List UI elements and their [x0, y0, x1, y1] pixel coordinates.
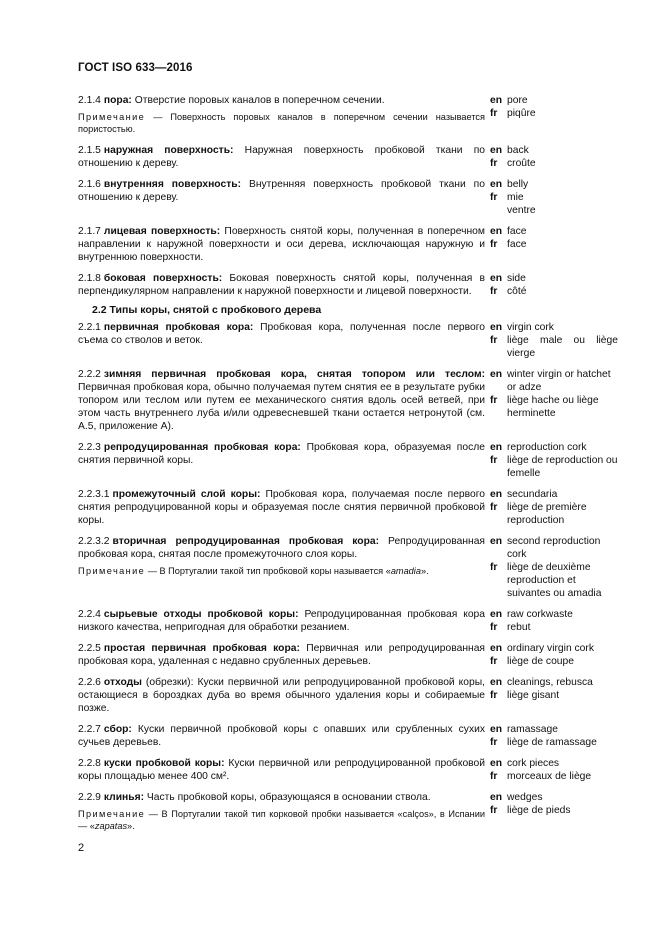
- language-labels: [485, 642, 507, 668]
- language-labels: [485, 94, 507, 135]
- lang-fr: fr: [490, 656, 498, 667]
- entry-definition-text: Наружная поверхность пробковой ткани по отношению к дереву.: [78, 145, 485, 169]
- lang-en: en: [490, 677, 503, 688]
- lang-fr: fr: [490, 771, 498, 782]
- entry-definition-text: Первичная пробковая кора, обычно получаемая путем снятия ее в результате рубки топором или теслом или путем ее механического снятия вдоль осей ветвей, при этом часть внутреннего луба и/или одревесневшей ткани остается нетронутой (см. А.5, приложение А).: [78, 382, 485, 432]
- page-number: 2: [78, 842, 85, 854]
- language-labels: [485, 791, 507, 832]
- entry-definition-text: Часть пробковой коры, образующаяся в основании ствола.: [144, 792, 431, 803]
- language-labels: [485, 178, 507, 217]
- entry-number: 2.2.3.1: [78, 489, 110, 500]
- lang-fr: fr: [490, 395, 498, 406]
- term-en: second reproduction cork: [507, 536, 601, 560]
- lang-fr: fr: [490, 805, 498, 816]
- lang-fr: fr: [490, 335, 498, 346]
- note-term: zapatas: [94, 821, 128, 831]
- term-entry: [78, 488, 618, 527]
- entry-definition: [78, 723, 485, 749]
- term-fr: liège hache ou liège herminette: [507, 395, 599, 419]
- lang-spacer: [490, 548, 507, 561]
- equivalent-terms: [507, 225, 618, 264]
- term-entry: [78, 321, 618, 360]
- entry-term: внутренняя поверхность:: [103, 179, 241, 190]
- lang-en: en: [490, 792, 503, 803]
- language-labels: [485, 321, 507, 360]
- entry-term: зимняя первичная пробковая кора, снятая топором или теслом:: [103, 369, 485, 380]
- lang-fr: fr: [490, 158, 498, 169]
- note-label: Примечание: [78, 809, 146, 819]
- entry-note: [78, 565, 485, 577]
- note-label: Примечание: [78, 566, 146, 576]
- term-fr: morceaux de liège: [507, 771, 592, 782]
- entry-number: 2.2.8: [78, 758, 101, 769]
- entry-number: 2.2.1: [78, 322, 101, 333]
- entry-definition-text: Первичная или репродуцированная пробковая кора, удаленная с недавно срубленных деревьев.: [78, 643, 485, 667]
- entry-definition-text: Пробковая кора, получаемая после первого снятия репродуцированной коры и образуемая после снятия первичной пробковой коры.: [78, 489, 485, 526]
- note-text: — В Португалии такой тип пробковой коры называется «: [145, 566, 391, 576]
- lang-en: en: [490, 758, 503, 769]
- term-en: raw corkwaste: [507, 609, 573, 620]
- term-entry: [78, 676, 618, 715]
- lang-fr: fr: [490, 455, 498, 466]
- lang-fr: fr: [490, 286, 498, 297]
- term-en: face: [507, 226, 527, 237]
- term-entry: [78, 535, 618, 600]
- term-entry: [78, 225, 618, 264]
- term-fr: liège de reproduction ou femelle: [507, 455, 618, 479]
- equivalent-terms: [507, 642, 618, 668]
- term-en: back: [507, 145, 529, 156]
- term-en: pore: [507, 95, 528, 106]
- entry-note: [78, 808, 485, 832]
- term-en: cork pieces: [507, 758, 560, 769]
- lang-en: en: [490, 536, 503, 547]
- entry-number: 2.2.5: [78, 643, 101, 654]
- entry-definition-text: Репродуцированная пробковая кора низкого качества, непригодная для обработки резанием.: [78, 609, 485, 633]
- term-en: wedges: [507, 792, 543, 803]
- lang-en: en: [490, 609, 503, 620]
- language-labels: [485, 441, 507, 480]
- entry-definition-text: Пробковая кора, полученная после первого съема со стволов и веток.: [78, 322, 485, 346]
- lang-en: en: [490, 322, 503, 333]
- note-text: — Поверхность поровых каналов в поперечном сечении называется пористостью.: [78, 112, 485, 134]
- entry-definition: [78, 178, 485, 217]
- equivalent-terms: [507, 94, 618, 135]
- entry-number: 2.2.9: [78, 792, 101, 803]
- lang-en: en: [490, 489, 503, 500]
- entry-term: пора:: [103, 95, 132, 106]
- note-text-end: ».: [420, 566, 429, 576]
- equivalent-terms: [507, 791, 618, 832]
- entry-number: 2.1.7: [78, 226, 101, 237]
- term-fr: liège de ramassage: [507, 737, 597, 748]
- section-heading: 2.2 Типы коры, снятой с пробкового дерева: [92, 304, 322, 316]
- equivalent-terms: [507, 368, 618, 433]
- entry-definition: [78, 441, 485, 480]
- equivalent-terms: [507, 723, 618, 749]
- entry-note: [78, 111, 485, 135]
- entry-definition: [78, 676, 485, 715]
- entry-number: 2.1.6: [78, 179, 101, 190]
- entry-term: отходы: [103, 677, 142, 688]
- term-en: reproduction cork: [507, 442, 587, 453]
- term-entry: [78, 368, 618, 433]
- equivalent-terms: [507, 441, 618, 480]
- language-labels: [485, 723, 507, 749]
- entry-number: 2.1.4: [78, 95, 101, 106]
- term-en: winter virgin or hatchet or adze: [507, 369, 611, 393]
- entry-term: простая первичная пробковая кора:: [103, 643, 300, 654]
- entry-term: лицевая поверхность:: [103, 226, 221, 237]
- lang-fr: fr: [490, 192, 498, 203]
- term-entry: [78, 441, 618, 480]
- entry-number: 2.2.2: [78, 369, 101, 380]
- entry-number: 2.2.6: [78, 677, 101, 688]
- language-labels: [485, 272, 507, 298]
- entry-term: первичная пробковая кора:: [103, 322, 254, 333]
- language-labels: [485, 144, 507, 170]
- entry-definition: [78, 144, 485, 170]
- entry-term: наружная поверхность:: [103, 145, 234, 156]
- language-labels: [485, 608, 507, 634]
- entry-number: 2.1.5: [78, 145, 101, 156]
- term-fr: liège gisant: [507, 690, 560, 701]
- term-fr: liège de pieds: [507, 805, 571, 816]
- term-fr: liège de coupe: [507, 656, 574, 667]
- term-fr: liège de première reproduction: [507, 502, 587, 526]
- term-entry: [78, 642, 618, 668]
- entry-definition-text: Куски первичной пробковой коры с опавших или срубленных сухих сучьев деревьев.: [78, 724, 485, 748]
- lang-en: en: [490, 95, 503, 106]
- entry-term: репродуцированная пробковая кора:: [103, 442, 301, 453]
- entry-definition-text: (обрезки): Куски первичной или репродуцированной пробковой коры, остающиеся в бороздках дуба во время обычного удаления коры и собираемые позже.: [78, 677, 485, 714]
- lang-en: en: [490, 179, 503, 190]
- lang-fr: fr: [490, 239, 498, 250]
- entry-definition: [78, 225, 485, 264]
- equivalent-terms: [507, 144, 618, 170]
- lang-en: en: [490, 145, 503, 156]
- equivalent-terms: [507, 757, 618, 783]
- lang-en: en: [490, 643, 503, 654]
- document-body: [78, 94, 618, 832]
- term-fr: face: [507, 239, 527, 250]
- entry-definition: [78, 757, 485, 783]
- term-entry: [78, 178, 618, 217]
- term-fr: croûte: [507, 158, 536, 169]
- term-en: secundaria: [507, 489, 558, 500]
- term-fr: liège de deuxième reproduction et suivantes ou amadia: [507, 562, 602, 599]
- term-entry: [78, 791, 618, 832]
- term-fr: mie: [507, 192, 524, 203]
- term-en: ordinary virgin cork: [507, 643, 594, 654]
- equivalent-terms: [507, 535, 618, 600]
- equivalent-terms: [507, 272, 618, 298]
- lang-en: en: [490, 226, 503, 237]
- entry-definition: [78, 608, 485, 634]
- term-entry: [78, 608, 618, 634]
- term-entry: [78, 272, 618, 298]
- entry-term: сырьевые отходы пробковой коры:: [103, 609, 299, 620]
- language-labels: [485, 757, 507, 783]
- lang-fr: fr: [490, 502, 498, 513]
- term-en: side: [507, 273, 526, 284]
- entry-number: 2.2.3: [78, 442, 101, 453]
- term-fr: côté: [507, 286, 527, 297]
- lang-spacer: [490, 381, 507, 394]
- entry-number: 2.2.4: [78, 609, 101, 620]
- lang-fr: fr: [490, 737, 498, 748]
- entry-definition-text: Куски первичной или репродуцированной пробковой коры площадью менее 400 см².: [78, 758, 486, 782]
- equivalent-terms: [507, 608, 618, 634]
- entry-definition: [78, 94, 485, 135]
- term-fr: rebut: [507, 622, 531, 633]
- entry-definition-text: Внутренняя поверхность пробковой ткани по отношению к дереву.: [78, 179, 485, 203]
- language-labels: [485, 488, 507, 527]
- equivalent-terms: [507, 488, 618, 527]
- entry-definition: [78, 272, 485, 298]
- lang-fr: fr: [490, 622, 498, 633]
- language-labels: [485, 676, 507, 715]
- entry-definition-text: Репродуцированная пробковая кора, снятая после промежуточного слоя коры.: [78, 536, 486, 560]
- term-en: virgin cork: [507, 322, 554, 333]
- equivalent-terms: [507, 178, 618, 217]
- entry-definition: [78, 535, 485, 600]
- entry-definition: [78, 791, 485, 832]
- term-en: belly: [507, 179, 529, 190]
- entry-definition: [78, 368, 485, 433]
- lang-en: en: [490, 442, 503, 453]
- lang-en: en: [490, 273, 503, 284]
- term-entry: [78, 723, 618, 749]
- term-fr-alt: ventre: [507, 205, 536, 216]
- entry-definition-text: Боковая поверхность снятой коры, полученная в перпендикулярном направлении к наружной поверхности и лицевой поверхности.: [78, 273, 486, 297]
- note-term: amadia: [390, 566, 421, 576]
- lang-en: en: [490, 724, 503, 735]
- term-entry: [78, 144, 618, 170]
- note-text: — В Португалии такой тип корковой пробки называется «calços», в Испании — «: [78, 809, 485, 831]
- entry-definition-text: Отверстие поровых каналов в поперечном сечении.: [131, 95, 385, 106]
- entry-definition: [78, 642, 485, 668]
- entry-definition-text: Пробковая кора, образуемая после снятия первичной коры.: [78, 442, 485, 466]
- note-text-end: ».: [127, 821, 135, 831]
- entry-term: куски пробковой коры:: [103, 758, 225, 769]
- language-labels: [485, 535, 507, 600]
- lang-en: en: [490, 369, 503, 380]
- document-header: ГОСТ ISO 633—2016: [78, 62, 193, 74]
- entry-number: 2.2.3.2: [78, 536, 110, 547]
- language-labels: [485, 225, 507, 264]
- equivalent-terms: [507, 321, 618, 360]
- note-label: Примечание: [78, 112, 146, 122]
- language-labels: [485, 368, 507, 433]
- term-fr: piqûre: [507, 108, 536, 119]
- lang-fr: fr: [490, 562, 498, 573]
- term-en: cleanings, rebusca: [507, 677, 593, 688]
- term-entry: [78, 757, 618, 783]
- term-entry: [78, 94, 618, 135]
- term-en: ramassage: [507, 724, 558, 735]
- entry-definition-text: Поверхность снятой коры, полученная в поперечном направлении к наружной поверхности и оси дерева, исключающая наружную и внутреннюю поверхности.: [78, 226, 485, 263]
- term-fr: liège male ou liège vierge: [507, 335, 618, 359]
- entry-number: 2.1.8: [78, 273, 101, 284]
- entry-definition: [78, 321, 485, 360]
- entry-term: промежуточный слой коры:: [112, 489, 261, 500]
- lang-fr: fr: [490, 108, 498, 119]
- entry-definition: [78, 488, 485, 527]
- entry-term: вторичная репродуцированная пробковая кора:: [112, 536, 380, 547]
- lang-fr: fr: [490, 690, 498, 701]
- entry-term: клинья:: [103, 792, 145, 803]
- entry-term: сбор:: [103, 724, 132, 735]
- entry-number: 2.2.7: [78, 724, 101, 735]
- equivalent-terms: [507, 676, 618, 715]
- entry-term: боковая поверхность:: [103, 273, 223, 284]
